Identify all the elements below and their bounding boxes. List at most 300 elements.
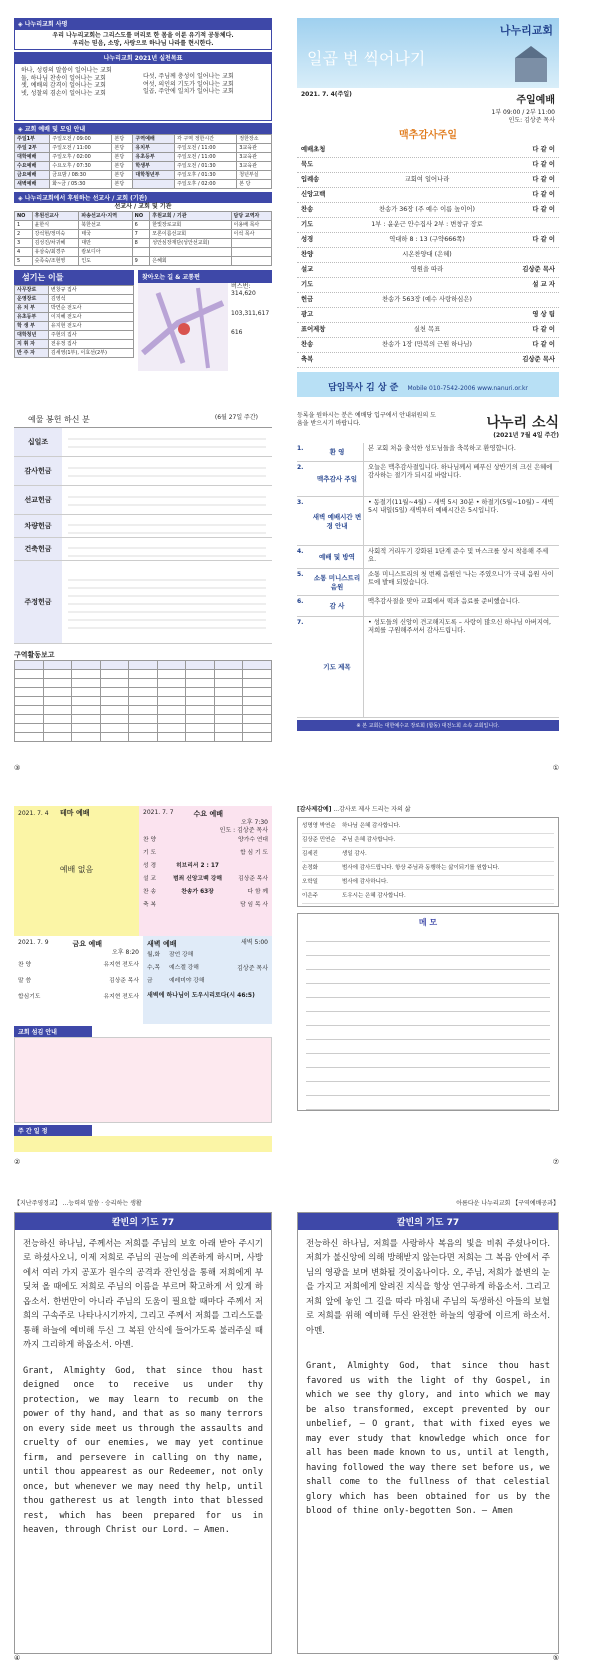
order-person: 다 같 이: [532, 326, 555, 333]
fri-time: 오후 8:20: [112, 949, 139, 956]
dawn-order: [147, 949, 237, 988]
contact-line: Mobile 010-7542-2006 www.nanuri.or.kr: [407, 385, 528, 392]
staff-role: 학 생 부: [15, 321, 49, 330]
bus-number: 314,620: [231, 290, 256, 297]
order-content: 실천 목표: [413, 326, 441, 333]
offering-row: [14, 538, 272, 561]
memo-line: [306, 1068, 550, 1082]
news-footer: ※ 본 교회는 대한예수교 장로회 (합동) 대전노회 소속 교회입니다.: [297, 720, 559, 731]
offering-row: [14, 457, 272, 486]
prayer-header: 【지난주영정교】 ...능력의 말씀 · 승리하는 생활: [14, 1200, 142, 1207]
news-heading: 환 영: [311, 443, 364, 461]
worship-cell: 수요오후 / 07:30: [50, 162, 112, 171]
order-item: 설교: [301, 266, 314, 273]
order-row: [297, 158, 559, 173]
news-item: [297, 462, 559, 497]
goal-item: 여섯, 의인의 기도가 일어나는 교회: [143, 80, 234, 88]
pastor-line: 담임목사 김 상 준: [328, 383, 399, 393]
dawn-footer: 새벽에 하나님이 도우시리로다(시 46:5): [147, 992, 255, 999]
prayer-box: [297, 1212, 559, 1654]
missions-cell: [231, 256, 272, 265]
group-cell: [43, 661, 72, 670]
order-person: 다 같 이: [532, 146, 555, 153]
group-cell: [157, 679, 186, 688]
group-cell: [43, 688, 72, 697]
order-item: 축복: [301, 356, 314, 363]
group-cell: [100, 679, 129, 688]
group-cell: [243, 697, 272, 706]
group-cell: [43, 697, 72, 706]
staff-name: 이지혜 전도사: [48, 312, 133, 321]
worship-row: [15, 171, 272, 180]
group-row: [15, 661, 272, 670]
group-cell: [157, 706, 186, 715]
group-cell: [186, 688, 215, 697]
page-number: ⑦: [552, 1158, 559, 1166]
fri-item: 찬 양: [18, 961, 32, 968]
group-cell: [186, 661, 215, 670]
news-list: [297, 443, 559, 718]
goal-item: 셋, 예배의 감격이 일어나는 교회: [21, 82, 106, 89]
worship-cell: 유치부: [133, 144, 175, 153]
page-1-church-info: [14, 18, 272, 378]
group-row: [15, 697, 272, 706]
order-row: [297, 278, 559, 293]
order-row: [297, 248, 559, 263]
offerings-week: (6월 27일 주간): [214, 414, 258, 421]
worship-cell: 주일 2부: [15, 144, 50, 153]
wed-time: 오후 7:30: [241, 819, 268, 826]
dawn-day: 수,목: [147, 965, 161, 971]
missions-head-cell: 파송선교사·지역: [79, 211, 132, 220]
services-top-row: [14, 806, 272, 936]
group-cell: [214, 733, 243, 742]
page-4-church-news: [297, 412, 559, 772]
order-row: [297, 308, 559, 323]
wed-item: 기 도: [143, 850, 157, 856]
worship-cell: 각 구역 정한시간: [175, 135, 237, 144]
service-title: 주일예배: [516, 95, 555, 106]
group-cell: [100, 715, 129, 724]
goals-box: [14, 63, 272, 121]
staff-name: 박연순 전도사: [48, 303, 133, 312]
missions-cell: [150, 247, 231, 256]
group-cell: [72, 697, 101, 706]
order-item: 찬송: [301, 341, 314, 348]
worship-cell: 정한장소: [237, 135, 272, 144]
group-cell: [129, 661, 158, 670]
worship-cell: [133, 180, 175, 189]
goal-item: 넷, 성찰의 겸손이 일어나는 교회: [21, 89, 106, 97]
fri-date: 2021. 7. 9: [18, 939, 49, 946]
group-cell: [129, 715, 158, 724]
mission-title: ◈ 나누리교회 사명: [14, 18, 272, 29]
missions-cell: 모론이름선교회: [150, 229, 231, 238]
order-content: [349, 278, 505, 292]
order-content: 역대하 8 : 13 (구약666쪽): [389, 236, 465, 243]
group-cell: [100, 661, 129, 670]
group-cell: [214, 715, 243, 724]
news-content: 본 교회 처음 출석한 성도님들을 축복하고 환영합니다.: [368, 444, 516, 452]
group-cell: [72, 733, 101, 742]
staff-section: [14, 270, 134, 371]
group-cell: [157, 733, 186, 742]
group-cell: [72, 724, 101, 733]
group-cell: [72, 715, 101, 724]
wed-person: 합 심 기 도: [240, 850, 268, 856]
missions-cell: 태국: [79, 229, 132, 238]
worship-row: [15, 180, 272, 189]
news-content: 맥추감사절을 맞아 교회에서 떡과 음료를 준비했습니다.: [368, 597, 520, 605]
news-item: [297, 569, 559, 596]
news-content: • 성도들의 신앙이 견고해지도록 – 사랑이 많으신 하나님 아버지여, 저희를 구원해주셔서 감사드립니다.: [368, 618, 552, 634]
thanks-row: [302, 862, 554, 876]
group-cell: [15, 715, 44, 724]
missions-cell: 유삼숙/최경주: [32, 247, 79, 256]
cover-header: [297, 88, 559, 109]
staff-row: [15, 312, 134, 321]
page-3-offerings: [14, 412, 272, 772]
wed-content: 히브리서 2 : 17: [176, 863, 219, 869]
goals-left: [21, 67, 143, 117]
missions-cell: 한빛장로교회: [150, 220, 231, 229]
fri-row: [18, 989, 139, 1005]
order-content: 영원을 따라: [410, 266, 444, 273]
order-person: [505, 218, 555, 232]
order-row: [297, 203, 559, 218]
group-row: [15, 706, 272, 715]
memo-line: [306, 1096, 550, 1110]
group-cell: [214, 661, 243, 670]
order-item: 찬양: [301, 251, 314, 258]
dawn-day: 금: [147, 978, 153, 984]
worship-cell: 본당: [112, 171, 133, 180]
order-content: 교회여 일어나라: [404, 176, 450, 183]
memo-line: [306, 956, 550, 970]
thanks-row: [302, 848, 554, 862]
group-cell: [43, 724, 72, 733]
worship-row: [15, 162, 272, 171]
news-item: [297, 497, 559, 546]
group-cell: [15, 697, 44, 706]
order-person: 다 같 이: [532, 206, 555, 213]
missions-cell: 3: [15, 238, 33, 247]
worship-cell: 주일오전 / 09:00: [50, 135, 112, 144]
order-content: [349, 158, 505, 172]
thanks-subtitle: ...감사로 제사 드리는 자의 삶: [333, 806, 411, 813]
missions-cell: 5: [15, 256, 33, 265]
fri-person: 유지현 전도사: [103, 961, 139, 968]
group-cell: [157, 724, 186, 733]
memo-line: [306, 928, 550, 942]
thanks-note: 하나님 은혜 감사합니다.: [342, 822, 401, 829]
worship-cell: 3교육관: [237, 144, 272, 153]
staff-map-row: [14, 270, 272, 371]
staff-name: 변창규 집사: [48, 285, 133, 294]
missions-cell: 성안심장재단(성안선교회): [150, 238, 231, 247]
prayer-title: 칼빈의 기도 77: [15, 1213, 271, 1230]
group-cell: [214, 670, 243, 679]
order-item: 기도: [301, 221, 314, 228]
group-row: [15, 733, 272, 742]
missions-row: [15, 247, 272, 256]
worship-cell: 주일오전 / 11:00: [50, 144, 112, 153]
order-item: 신앙고백: [301, 191, 326, 198]
missions-cell: [231, 238, 272, 247]
group-cell: [243, 724, 272, 733]
news-content: 사회적 거리두기 강화된 1단계 준수 및 마스크를 상시 착용해 주세요.: [368, 547, 549, 563]
dawn-leader: 김상준 목사: [237, 964, 268, 972]
group-cell: [43, 679, 72, 688]
mission-box: [14, 29, 272, 50]
memo-line: [306, 970, 550, 984]
group-cell: [15, 661, 44, 670]
order-content: 찬송가 563장 (예수 사랑하심은): [382, 296, 472, 303]
friday-service-box: [14, 936, 143, 1024]
worship-cell: 3교육관: [237, 162, 272, 171]
dawn-day: 월,화: [147, 952, 161, 958]
group-cell: [186, 733, 215, 742]
missions-cell: 인도: [79, 256, 132, 265]
dawn-topic: 잠언 강해: [169, 952, 194, 958]
wed-content: 범죄 신앙고백 강해: [173, 876, 222, 882]
missions-head-cell: NO: [15, 211, 33, 220]
thanks-name: 김상준 민연순: [302, 836, 336, 843]
news-heading: 소통 미니스트리 음원: [311, 569, 364, 595]
offering-names: [68, 461, 266, 481]
thanks-row: [302, 834, 554, 848]
staff-row: [15, 294, 134, 303]
missions-cell: [231, 247, 272, 256]
bulletin-date: 2021. 7. 4(주일): [301, 91, 352, 98]
group-cell: [186, 715, 215, 724]
duty-table: [14, 1037, 272, 1123]
worship-cell: 본당: [112, 162, 133, 171]
order-row: [297, 143, 559, 158]
order-person: 다 같 이: [532, 236, 555, 243]
worship-schedule-table: [14, 134, 272, 189]
memo-line: [306, 1012, 550, 1026]
wed-row: [143, 847, 268, 860]
week-schedule-title: 주 간 일 정: [14, 1125, 92, 1136]
staff-role: 유 치 부: [15, 303, 49, 312]
wed-person: 김상준 목사: [238, 876, 268, 882]
bus-number: 103,311,617: [231, 309, 270, 317]
worship-cell: 3교육관: [237, 153, 272, 162]
order-person: 영 상 팀: [532, 311, 555, 318]
memo-line: [306, 1082, 550, 1096]
order-person: 설 교 자: [532, 281, 555, 288]
order-person: [505, 248, 555, 262]
group-cell: [72, 688, 101, 697]
order-item: 예배초청: [301, 146, 326, 153]
missions-table: [14, 211, 272, 266]
worship-cell: 주일오후 / 01:30: [175, 171, 237, 180]
group-report-table: [14, 660, 272, 742]
offerings-header: [14, 412, 272, 428]
missions-cell: 캄보디아: [79, 247, 132, 256]
missions-cell: 9: [132, 256, 150, 265]
group-row: [15, 688, 272, 697]
fri-person: 김상준 목사: [109, 977, 139, 984]
order-content: 찬송가 1장 (만복의 근원 하나님): [382, 341, 472, 348]
theme-no-service: 예배 없음: [59, 865, 94, 874]
dawn-row: [147, 975, 237, 988]
order-row: [297, 293, 559, 308]
group-cell: [129, 706, 158, 715]
map-section: [138, 270, 272, 371]
worship-cell: 본당: [112, 180, 133, 189]
staff-name: 주현의 집사: [48, 330, 133, 339]
staff-row: [15, 348, 134, 357]
mission-text-1: 우리 나누리교회는 그리스도를 머리로 한 몸을 이룬 유기적 공동체다.: [52, 32, 234, 39]
group-cell: [15, 688, 44, 697]
theme-date: 2021. 7. 4: [18, 810, 49, 817]
order-person: 다 같 이: [532, 176, 555, 183]
offering-names: [68, 573, 266, 630]
group-cell: [157, 715, 186, 724]
order-person: 김상준 목사: [522, 356, 555, 363]
group-cell: [186, 670, 215, 679]
worship-cell: 본당: [112, 135, 133, 144]
group-cell: [129, 679, 158, 688]
staff-title: 섬기는 이들: [14, 270, 134, 285]
news-item: [297, 617, 559, 718]
wed-content: [171, 834, 224, 847]
offering-categories: [14, 428, 272, 644]
worship-cell: 대학예배: [15, 153, 50, 162]
news-number: 5.: [297, 570, 304, 578]
wed-content: 찬송가 63장: [181, 889, 214, 895]
news-item: [297, 546, 559, 569]
missions-cell: 북한선교: [79, 220, 132, 229]
order-person: 다 같 이: [532, 191, 555, 198]
group-cell: [15, 679, 44, 688]
group-cell: [43, 715, 72, 724]
order-content: 1부 : 윤운근 안수집사 2부 : 변창규 장로: [371, 221, 483, 228]
fri-row: [18, 957, 139, 973]
page-number: ④: [14, 1654, 21, 1662]
group-cell: [243, 679, 272, 688]
group-cell: [243, 688, 272, 697]
group-cell: [100, 733, 129, 742]
fri-item: 말 씀: [18, 977, 32, 984]
page-number: ②: [14, 1158, 21, 1166]
order-row: [297, 218, 559, 233]
prayer-title: 칼빈의 기도 77: [298, 1213, 558, 1230]
order-item: 기도: [301, 281, 314, 288]
group-cell: [100, 670, 129, 679]
theme-title: 테마 예배: [60, 809, 90, 817]
thanks-row: [302, 876, 554, 890]
theme-service-box: [14, 806, 139, 936]
offering-category: 십일조: [14, 428, 62, 456]
worship-cell: 본당: [112, 153, 133, 162]
group-cell: [214, 688, 243, 697]
worship-cell: 주일1부: [15, 135, 50, 144]
thanks-row: [302, 890, 554, 904]
prayer-box: [14, 1212, 272, 1654]
order-row: [297, 338, 559, 353]
group-cell: [214, 679, 243, 688]
group-cell: [243, 733, 272, 742]
news-intro: 등록을 원하시는 분은 예배당 입구에서 안내위원의 도움을 받으시기 바랍니다.: [297, 412, 436, 427]
order-item: 성경: [301, 236, 314, 243]
news-item: [297, 596, 559, 617]
order-person: 다 같 이: [532, 341, 555, 348]
group-cell: [186, 706, 215, 715]
staff-row: [15, 330, 134, 339]
services-mid-row: [14, 936, 272, 1024]
dawn-topic: 예스겔 강해: [169, 965, 199, 971]
news-number: 4.: [297, 547, 304, 555]
group-cell: [15, 670, 44, 679]
wed-person: 담 임 목 사: [240, 902, 268, 908]
wed-order: [143, 834, 268, 912]
news-subtitle: (2021년 7월 4일 주간): [493, 432, 559, 439]
group-cell: [129, 733, 158, 742]
memo-line: [306, 1026, 550, 1040]
service-time: 1부 09:00 / 2부 11:00: [491, 109, 555, 116]
thanks-name: 이은주: [302, 893, 318, 900]
group-cell: [243, 715, 272, 724]
group-cell: [157, 670, 186, 679]
missions-cell: 2: [15, 229, 33, 238]
order-item: 입례송: [301, 176, 320, 183]
missions-row: [15, 229, 272, 238]
order-content: [349, 353, 505, 367]
group-cell: [186, 724, 215, 733]
church-name: 나누리교회: [499, 24, 553, 37]
missions-cell: 은혜회: [150, 256, 231, 265]
group-row: [15, 715, 272, 724]
thanks-note: 범사에 감사드립니다. 항상 주님과 동행하는 삶이되기를 원합니다.: [342, 864, 500, 871]
missions-cell: 윤한식: [32, 220, 79, 229]
wed-row: [143, 886, 268, 899]
goals-right: [143, 67, 265, 117]
wed-row: [143, 873, 268, 886]
news-number: 1.: [297, 444, 304, 452]
thanks-name: 성명영 박연순: [302, 822, 336, 829]
order-content: 시온찬양대 (은혜): [402, 251, 452, 258]
order-person: [505, 293, 555, 307]
group-cell: [15, 706, 44, 715]
missions-head-cell: 담당 교역자: [231, 211, 272, 220]
bus-number: 616: [231, 329, 243, 336]
map-title: 찾아오는 길 & 교통편: [138, 270, 272, 283]
thanks-header: [297, 806, 559, 814]
staff-role: 지 휘 자: [15, 339, 49, 348]
prayer-english: Grant, Almighty God, that since thou hast deigned once to receive us under thy protection, we may learn to recumb on the power of thy hand, and that as so many terrors on every side meet us through the assaults and cruelty of our enemies, we may yet continue firm, and persevere in calling on thy name, until thou appearest as our Redeemer, not only once, but whenever we may need thy help, until thou gatherest us at length into that blessed rest, which has been prepared for us in heaven, through Christ our Lord. — Amen.: [23, 1365, 263, 1535]
order-row: [297, 188, 559, 203]
offering-row: [14, 515, 272, 538]
news-heading: 새벽 예배시간 변경 안내: [311, 497, 364, 545]
group-cell: [129, 688, 158, 697]
thanks-note: 생일 감사.: [342, 850, 367, 857]
offering-category: 선교헌금: [14, 486, 62, 514]
memo-line: [306, 942, 550, 956]
group-cell: [214, 697, 243, 706]
page-number: ③: [14, 764, 21, 772]
wed-person: [224, 860, 268, 873]
staff-name: 김세영(1부), 이효선(2부): [48, 348, 133, 357]
missions-cell: 강석현/정미숙: [32, 229, 79, 238]
missions-cell: 이석 목사: [231, 229, 272, 238]
staff-role: 유초등부: [15, 312, 49, 321]
thanks-name: 손정화: [302, 864, 318, 871]
church-location-map: [138, 283, 228, 371]
wed-item: 축 복: [143, 902, 157, 908]
